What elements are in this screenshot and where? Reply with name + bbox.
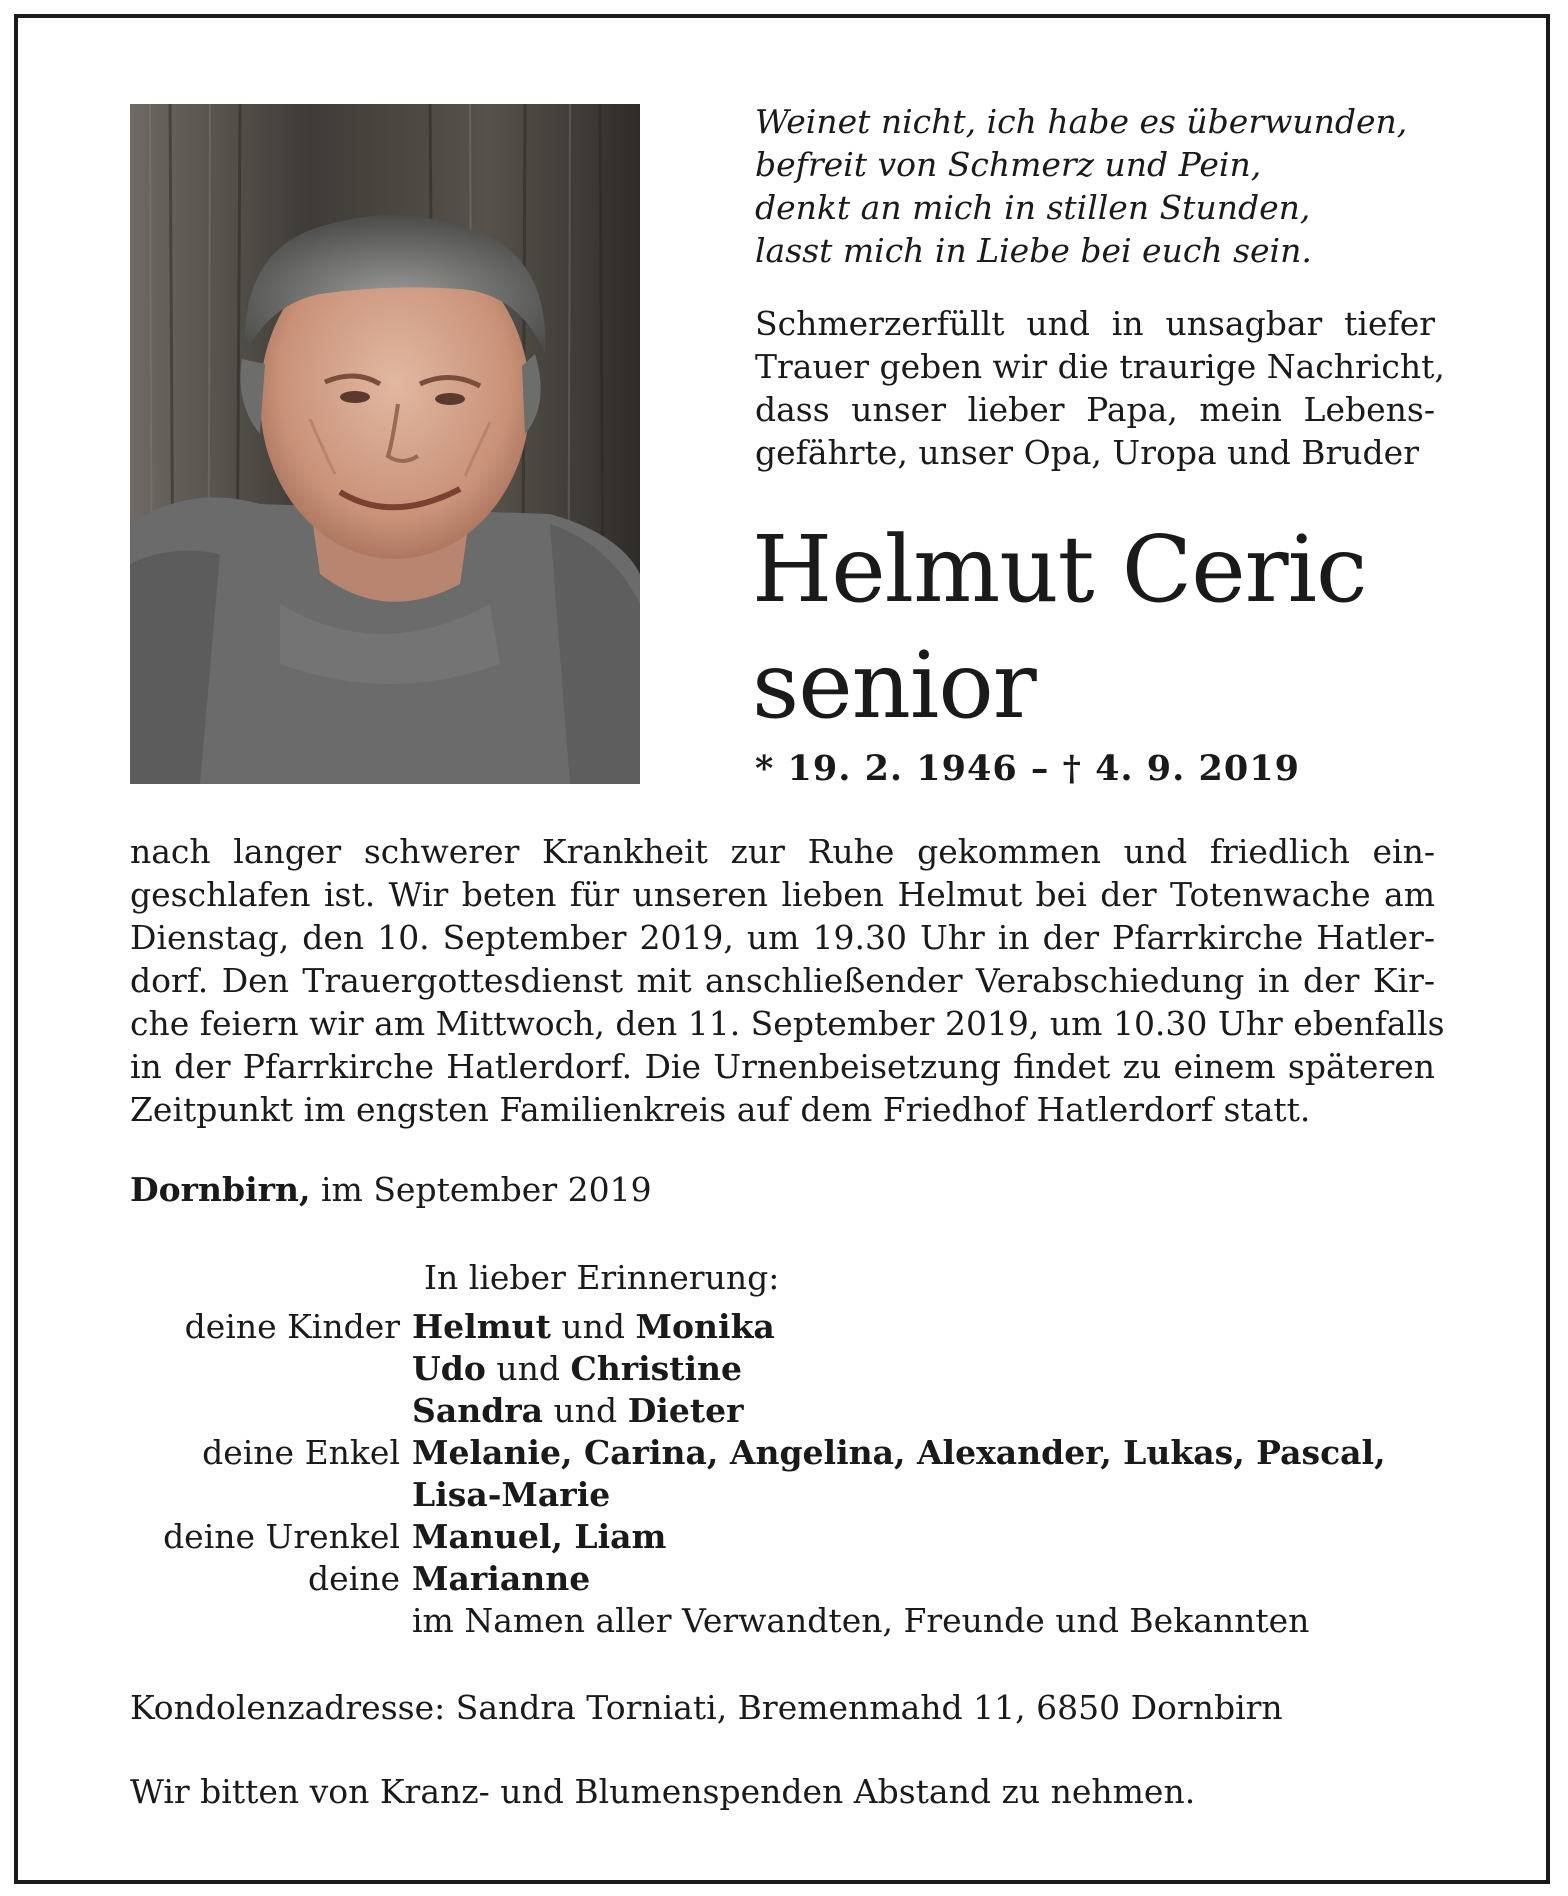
family-names (412, 1348, 1450, 1390)
family-row-children (130, 1390, 1450, 1432)
body-line: Zeitpunkt im engsten Familienkreis auf dem Friedhof Hatlerdorf statt. (130, 1090, 1311, 1129)
family-names (412, 1306, 1450, 1348)
body-line: che feiern wir am Mittwoch, den 11. September 2019, um 10.30 Uhr ebenfalls (130, 1004, 1445, 1043)
closing-text: im Namen aller Verwandten, Freunde und Bekannten (412, 1601, 1310, 1640)
family-name: Helmut (412, 1307, 551, 1346)
place-city: Dornbirn, (130, 1170, 311, 1209)
family-row-great-grandchildren (130, 1516, 1450, 1558)
conjunction: und (550, 1307, 636, 1346)
family-row-children (130, 1348, 1450, 1390)
deceased-name-line2: senior (752, 632, 1036, 739)
family-names (412, 1516, 1450, 1558)
memory-heading: In lieber Erinnerung: (424, 1258, 780, 1297)
deceased-name-line1: Helmut Ceric (752, 516, 1367, 623)
family-name: Lisa-Marie (412, 1475, 611, 1514)
relation-label: deine (308, 1559, 400, 1598)
flower-note: Wir bitten von Kranz- und Blumenspenden Abstand zu nehmen. (130, 1772, 1196, 1811)
relation-label-empty (130, 1348, 412, 1390)
family-names (412, 1558, 1450, 1600)
family-name: Marianne (412, 1559, 591, 1598)
relation-label-empty (130, 1600, 412, 1642)
relation-label-empty (130, 1474, 412, 1516)
condolence-address: Kondolenzadresse: Sandra Torniati, Bremenmahd 11, 6850 Dornbirn (130, 1688, 1283, 1727)
portrait-photo (130, 104, 640, 784)
relation-label: deine Urenkel (163, 1517, 400, 1556)
intro-line: Schmerzerfüllt und in unsagbar tiefer (755, 304, 1435, 343)
family-name: Manuel, Liam (412, 1517, 667, 1556)
intro-line: gefährte, unser Opa, Uropa und Bruder (755, 433, 1419, 472)
portrait-photo-illustration (130, 104, 640, 784)
family-names (412, 1390, 1450, 1432)
place-date (130, 1168, 652, 1211)
family-row-partner (130, 1558, 1450, 1600)
relation-label: deine Kinder (184, 1307, 400, 1346)
poem-line: denkt an mich in stillen Stunden, (755, 188, 1311, 227)
family-list (130, 1306, 1450, 1642)
announcement-body (130, 830, 1445, 1131)
family-names (412, 1432, 1450, 1474)
family-name: Monika (635, 1307, 775, 1346)
relation-label: deine Enkel (202, 1433, 400, 1472)
deceased-name (752, 512, 1367, 744)
family-name: Christine (570, 1349, 743, 1388)
birth-date: * 19. 2. 1946 (755, 748, 1018, 789)
family-name: Melanie, Carina, Angelina, Alexander, Lukas, Pascal, (412, 1433, 1386, 1472)
conjunction: und (543, 1391, 628, 1430)
family-row-closing (130, 1600, 1450, 1642)
body-line: geschlafen ist. Wir beten für unseren lieben Helmut bei der Totenwache am (130, 875, 1435, 914)
family-name: Dieter (627, 1391, 744, 1430)
body-line: Dienstag, den 10. September 2019, um 19.30 Uhr in der Pfarrkirche Hatler- (130, 918, 1435, 957)
date-separator: – (1017, 748, 1063, 789)
death-date: † 4. 9. 2019 (1062, 748, 1300, 789)
family-row-grandchildren (130, 1474, 1450, 1516)
poem-line: befreit von Schmerz und Pein, (755, 145, 1262, 184)
intro-paragraph (755, 302, 1445, 474)
body-line: dorf. Den Trauergottesdienst mit anschließender Verabschiedung in der Kir- (130, 961, 1435, 1000)
family-names (412, 1474, 1450, 1516)
family-name: Sandra (412, 1391, 544, 1430)
family-row-grandchildren (130, 1432, 1450, 1474)
poem-line: lasst mich in Liebe bei euch sein. (755, 231, 1312, 270)
relation-label-empty (130, 1390, 412, 1432)
memorial-poem (755, 100, 1455, 272)
place-date-text: im September 2019 (310, 1170, 652, 1209)
conjunction: und (485, 1349, 571, 1388)
body-line: in der Pfarrkirche Hatlerdorf. Die Urnenbeisetzung findet zu einem späteren (130, 1047, 1435, 1086)
body-line: nach langer schwerer Krankheit zur Ruhe gekommen und friedlich ein- (130, 832, 1435, 871)
life-dates (755, 748, 1300, 789)
intro-line: dass unser lieber Papa, mein Lebens- (755, 390, 1435, 429)
family-name: Udo (412, 1349, 486, 1388)
poem-line: Weinet nicht, ich habe es überwunden, (755, 102, 1408, 141)
intro-line: Trauer geben wir die traurige Nachricht, (755, 347, 1445, 386)
family-row-children (130, 1306, 1450, 1348)
